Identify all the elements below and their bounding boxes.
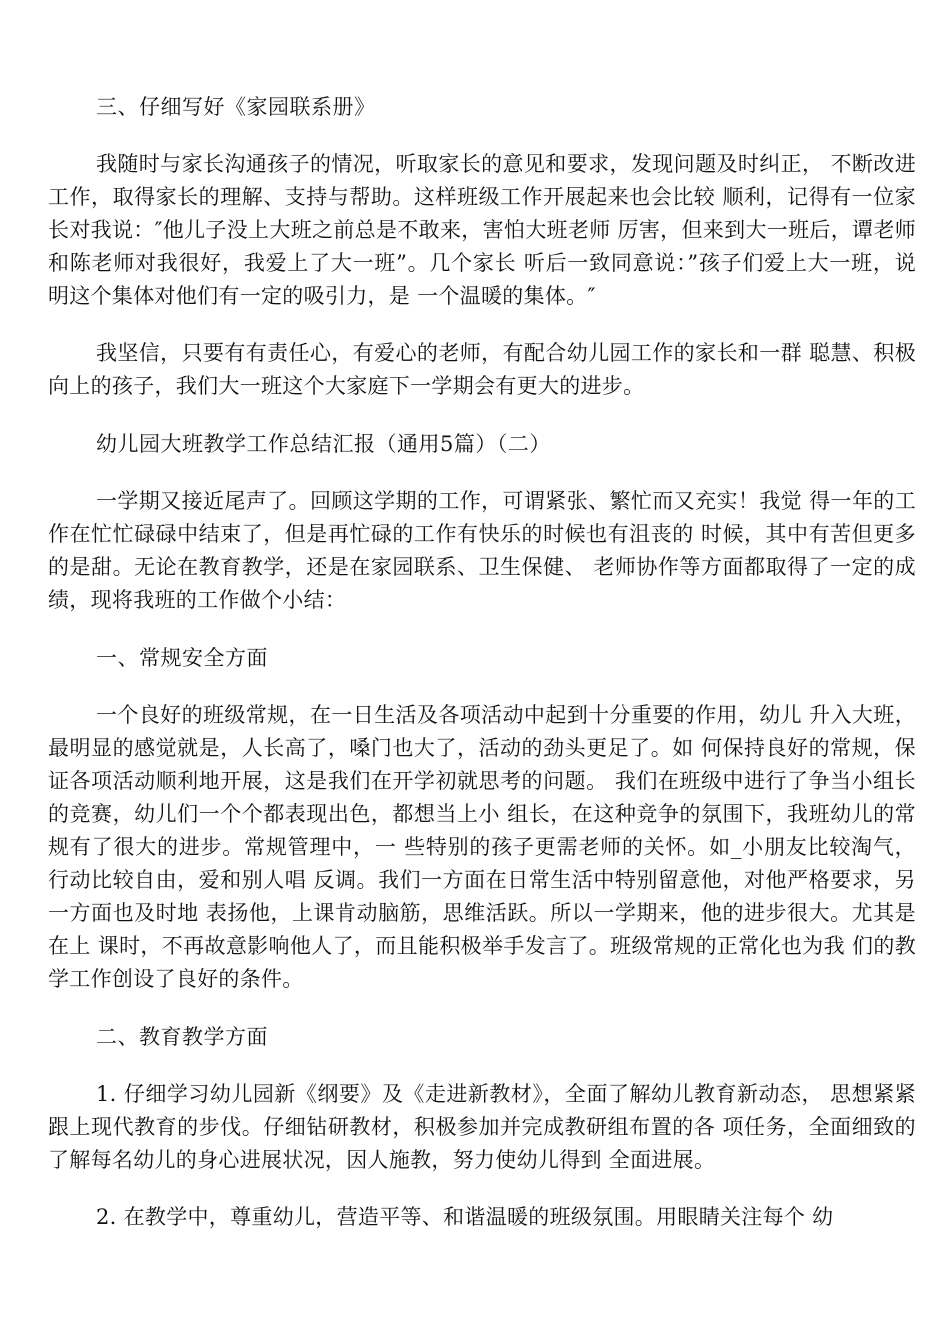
- section-heading-routine-safety: 一、常规安全方面: [96, 646, 268, 670]
- paragraph-semester-review: 一学期又接近尾声了。回顾这学期的工作，可谓紧张、繁忙而又充实！我觉 得一年的工作在忙忙碌碌中结束了，但是再忙碌的工作有快乐的时候也有沮丧的 时候，其中有苦但更多的是甜。无论在教育教学，还是在家园联系、卫生保健、 老师协作等方面都取得了一定的成绩，现将我班的工作做个小结：: [48, 489, 916, 612]
- paragraph-respect-children: 2. 在教学中，尊重幼儿，营造平等、和谐温暖的班级氛围。用眼睛关注每个 幼: [96, 1205, 834, 1229]
- paragraph-study-outline: 1. 仔细学习幼儿园新《纲要》及《走进新教材》，全面了解幼儿教育新动态， 思想紧紧跟上现代教育的步伐。仔细钻研教材，积极参加并完成教研组布置的各 项任务，全面细致的了解每名幼儿的身心进展状况，因人施教，努力使幼儿得到 全面进展。: [48, 1082, 916, 1172]
- article-title-part-two: 幼儿园大班教学工作总结汇报（通用5篇）（二）: [96, 432, 551, 456]
- paragraph-belief: 我坚信，只要有有责任心，有爱心的老师，有配合幼儿园工作的家长和一群 聪慧、积极向上的孩子，我们大一班这个大家庭下一学期会有更大的进步。: [48, 341, 916, 398]
- section-heading-teaching: 二、教育教学方面: [96, 1025, 268, 1049]
- document-body: [48, 90, 916, 1258]
- paragraph-class-routine: 一个良好的班级常规，在一日生活及各项活动中起到十分重要的作用，幼儿 升入大班，最明显的感觉就是，人长高了，嗓门也大了，活动的劲头更足了。如 何保持良好的常规，保证各项活动顺利地开展，这是我们在开学初就思考的问题。 我们在班级中进行了争当小组长的竞赛，幼儿们一个个都表现出色，都想当上小 组长，在这种竞争的氛围下，我班幼儿的常规有了很大的进步。常规管理中，一 些特别的孩子更需老师的关怀。如_小朋友比较淘气，行动比较自由，爱和别人唱 反调。我们一方面在日常生活中特别留意他，对他严格要求，另一方面也及时地 表扬他，上课肯动脑筋，思维活跃。所以一学期来，他的进步很大。尤其是在上 课时，不再故意影响他人了，而且能积极举手发言了。班级常规的正常化也为我 们的教学工作创设了良好的条件。: [48, 703, 916, 991]
- paragraph-parent-communication: 我随时与家长沟通孩子的情况，听取家长的意见和要求，发现问题及时纠正， 不断改进工作，取得家长的理解、支持与帮助。这样班级工作开展起来也会比较 顺利，记得有一位家长对我说：″他儿子没上大班之前总是不敢来，害怕大班老师 厉害，但来到大一班后，谭老师和陈老师对我很好，我爱上了大一班”。几个家长 听后一致同意说：”孩子们爱上大一班，说明这个集体对他们有一定的吸引力，是 一个温暖的集体。″: [48, 152, 916, 308]
- section-heading-family-contact: 三、仔细写好《家园联系册》: [96, 95, 376, 119]
